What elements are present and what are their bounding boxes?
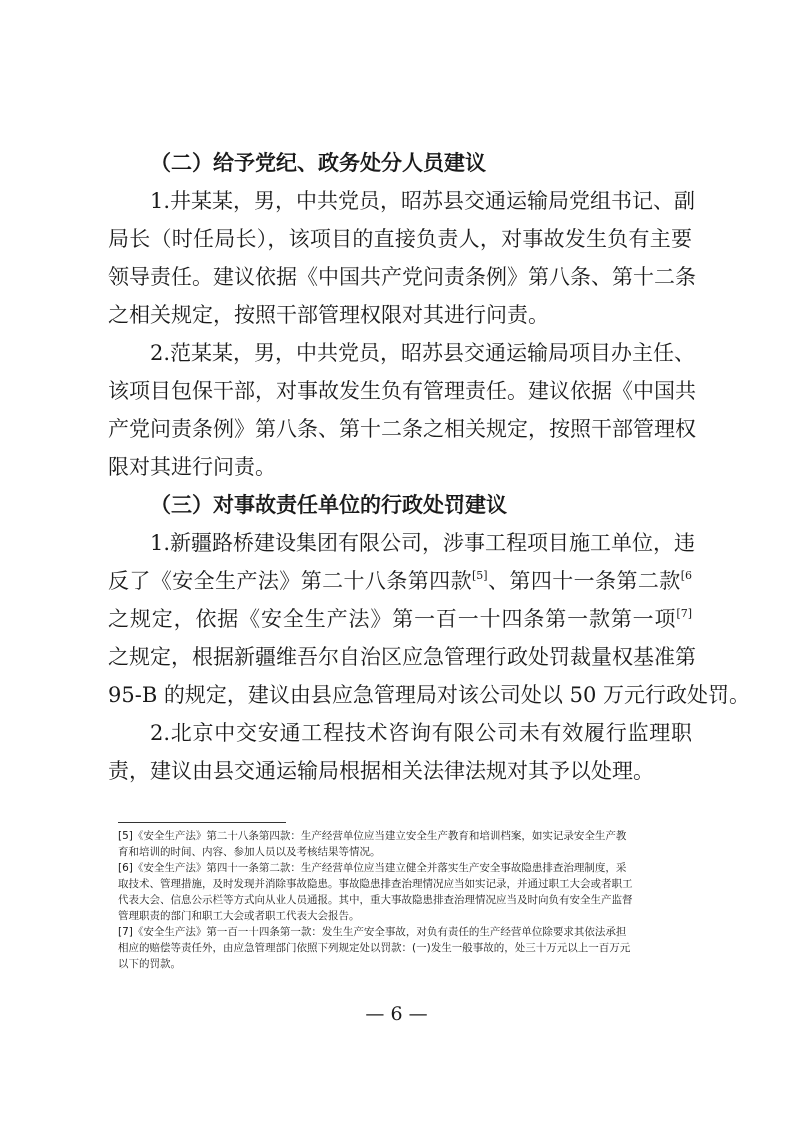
paragraph-line: 1.井某某，男，中共党员，昭苏县交通运输局党组书记、副: [150, 189, 696, 213]
footnote-line: 以下的罚款。: [118, 958, 181, 970]
paragraph-line: 2.北京中交安通工程技术咨询有限公司未有效履行监理职: [150, 721, 692, 745]
footnote-line: [5]《安全生产法》第二十八条第四款：生产经营单位应当建立安全生产教育和培训档案，如实记录安全生产教: [118, 830, 627, 842]
footnote-line: 相应的赔偿等责任外，由应急管理部门依照下列规定处以罚款：(一)发生一般事故的，处三十万元以上一百万元: [118, 942, 631, 954]
paragraph-line: [108, 562, 692, 600]
footnote-line: 育和培训的时间、内容、参加人员以及考核结果等情况。: [118, 846, 381, 858]
text-run: 之规定，依据《安全生产法》第一百一十四条第一款第一项: [108, 607, 677, 631]
section3-heading: （三）对事故责任单位的行政处罚建议: [150, 493, 507, 517]
section2-heading: （二）给予党纪、政务处分人员建议: [150, 151, 486, 175]
text-run: 反了《安全生产法》第二十八条第四款: [108, 569, 472, 593]
paragraph-line: 2.范某某，男，中共党员，昭苏县交通运输局项目办主任、: [150, 341, 696, 365]
paragraph-line: 95-B 的规定，建议由县应急管理局对该公司处以 50 万元行政处罚。: [108, 683, 750, 707]
paragraph-line: 局长（时任局长），该项目的直接负责人，对事故发生负有主要: [108, 227, 692, 251]
footnote-ref-5[interactable]: [5]: [472, 569, 488, 582]
paragraph-line: 该项目包保干部，对事故发生负有管理责任。建议依据《中国共: [108, 379, 696, 403]
paragraph-line: 限对其进行问责。: [108, 455, 276, 479]
footnote-line: 取技术、管理措施，及时发现并消除事故隐患。事故隐患排查治理情况应当如实记录，并通过职工大会或者职工: [118, 878, 633, 890]
text-run: 、第四十一条第二款: [487, 569, 681, 593]
paragraph-line: 责，建议由县交通运输局根据相关法律法规对其予以处理。: [108, 759, 654, 783]
footnote-ref-7[interactable]: [7]: [676, 607, 692, 620]
footnotes: [118, 828, 674, 972]
footnote-line: 代表大会、信息公示栏等方式向从业人员通报。其中，重大事故隐患排查治理情况应当及时向负有安全生产监督: [118, 894, 633, 906]
footnote-line: [7]《安全生产法》第一百一十四条第一款：发生生产安全事故，对负有责任的生产经营单位除要求其依法承担: [118, 926, 627, 938]
footnote-divider: [118, 822, 286, 823]
paragraph-line: 之规定，根据新疆维吾尔自治区应急管理行政处罚裁量权基准第: [108, 645, 696, 669]
page-number: — 6 —: [365, 1003, 428, 1025]
footnote-line: [6]《安全生产法》第四十一条第二款：生产经营单位应当建立健全并落实生产安全事故隐患排查治理制度，采: [118, 862, 627, 874]
paragraph-line: 领导责任。建议依据《中国共产党问责条例》第八条、第十二条: [108, 265, 696, 289]
paragraph-line: 之相关规定，按照干部管理权限对其进行问责。: [108, 303, 549, 327]
paragraph-line: 产党问责条例》第八条、第十二条之相关规定，按照干部管理权: [108, 417, 696, 441]
footnote-line: 管理职责的部门和职工大会或者职工代表大会报告。: [118, 910, 360, 922]
paragraph-line: [108, 600, 692, 638]
paragraph-line: 1.新疆路桥建设集团有限公司，涉事工程项目施工单位，违: [150, 531, 696, 555]
main-content: [108, 144, 750, 790]
footnote-ref-6[interactable]: [6: [680, 569, 693, 582]
